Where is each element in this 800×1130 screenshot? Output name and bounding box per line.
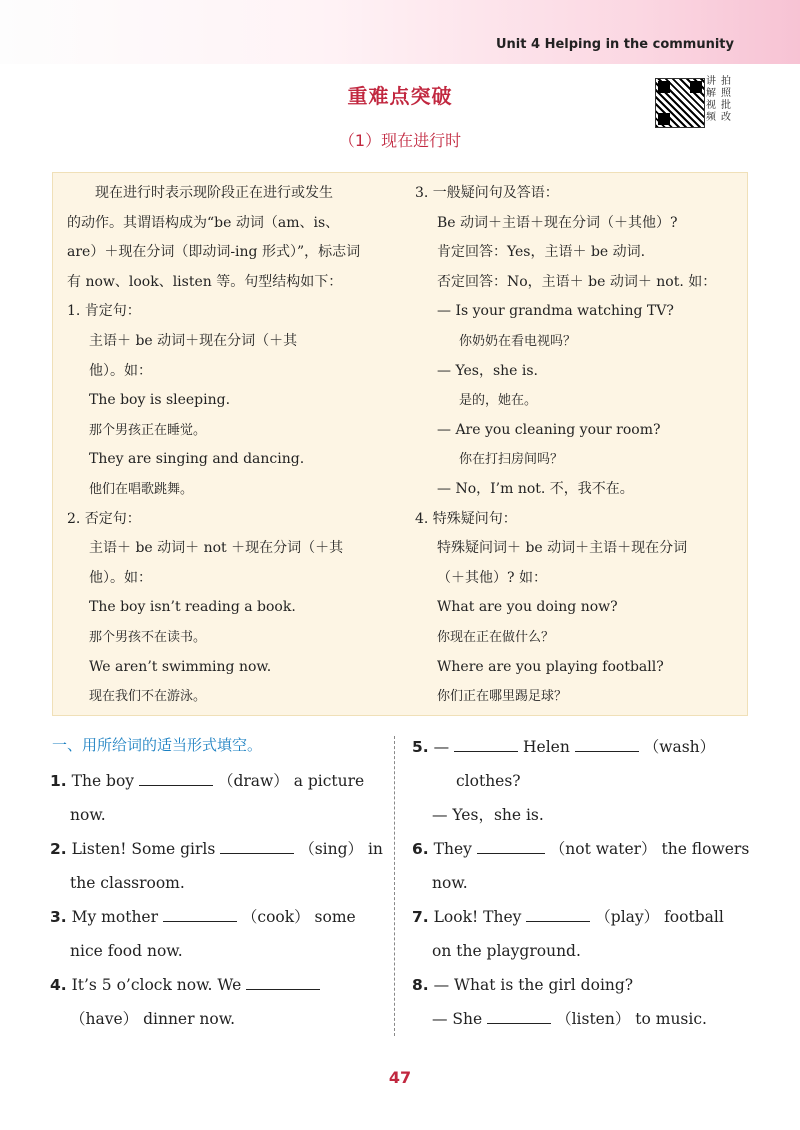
qr-label-char: 解 [706,88,716,99]
question-text: clothes? [456,772,521,790]
grammar-line: — Yes，she is. [437,362,538,379]
qr-label-char: 改 [721,112,731,123]
question-text: （play） football [595,908,724,926]
grammar-line: 你们正在哪里踢足球？ [437,689,568,705]
page-number: 47 [388,1068,412,1087]
page-title: 重难点突破 [347,84,453,108]
grammar-line: The boy isn’t reading a book. [89,599,296,616]
answer-blank[interactable] [487,1009,551,1024]
question-text: Listen! Some girls [71,840,216,858]
grammar-line: 是的，她在。 [459,393,538,409]
grammar-line: 你奶奶在看电视吗？ [459,333,577,349]
question-text: now. [432,874,468,892]
question-text: It’s 5 o’clock now. We [71,976,242,994]
grammar-left-column [67,179,387,712]
answer-blank[interactable] [526,907,590,922]
grammar-line: 主语＋ be 动词＋现在分词（＋其 [89,332,298,349]
question-text: （sing） in [299,840,383,858]
grammar-line: 现在进行时表示现阶段正在进行或发生 [67,185,333,201]
grammar-line: are）＋现在分词（即动词-ing 形式）”，标志词 [67,244,361,261]
grammar-line: — Are you cleaning your room? [437,421,661,438]
question-2 [50,832,386,900]
grammar-line: What are you doing now? [437,599,618,616]
qr-label-char: 批 [721,100,731,111]
answer-blank[interactable] [139,771,213,786]
grammar-line: 现在我们不在游泳。 [89,689,207,705]
question-text: They [433,840,472,858]
question-number: 4. [50,976,67,994]
grammar-line: 他）。如： [89,362,152,379]
question-number: 7. [412,908,429,926]
question-text: on the playground. [432,942,581,960]
question-number: 3. [50,908,67,926]
answer-blank[interactable] [454,737,518,752]
exercise-heading: 一、用所给词的适当形式填空。 [52,736,263,754]
question-number: 2. [50,840,67,858]
grammar-line: The boy is sleeping. [89,392,231,409]
qr-label-char: 拍 [721,76,731,87]
grammar-line: 1. 肯定句： [67,303,141,320]
answer-blank[interactable] [575,737,639,752]
question-text: — [433,738,450,756]
question-text: — Yes，she is. [432,806,544,824]
question-text: Helen [523,738,570,756]
grammar-line: Be 动词＋主语＋现在分词（＋其他）? [437,214,678,231]
answer-blank[interactable] [246,975,320,990]
question-3 [50,900,386,968]
grammar-line: 他们在唱歌跳舞。 [89,481,194,497]
grammar-line: We aren’t swimming now. [89,658,272,675]
grammar-line: — Is your grandma watching TV? [437,303,674,320]
grammar-line: 2. 否定句： [67,510,141,527]
question-text: （wash） [643,738,716,756]
qr-label-char: 讲 [706,76,716,87]
column-divider [394,736,395,1036]
qr-label-char: 视 [706,100,716,111]
grammar-line: 特殊疑问词＋ be 动词＋主语＋现在分词 [437,540,688,557]
answer-blank[interactable] [163,907,237,922]
question-text: the classroom. [70,874,185,892]
grammar-line: — No，I’m not. 不，我不在。 [437,480,634,497]
qr-label-char: 频 [706,112,716,123]
grammar-line: 你在打扫房间吗？ [459,452,564,468]
grammar-line: 那个男孩正在睡觉。 [89,422,207,438]
question-text: — What is the girl doing? [433,976,634,994]
grammar-line: 否定回答：No，主语＋ be 动词＋ not. 如： [437,273,717,290]
question-5 [412,730,752,832]
question-6 [412,832,752,900]
question-number: 1. [50,772,67,790]
question-7 [412,900,752,968]
qr-code-icon[interactable] [655,78,705,128]
question-number: 8. [412,976,429,994]
question-text: — She [432,1010,483,1028]
grammar-line: 你现在正在做什么？ [437,629,555,645]
question-text: now. [70,806,106,824]
question-8 [412,968,752,1036]
grammar-line: Where are you playing football? [437,658,664,675]
question-1 [50,764,386,832]
grammar-right-column [415,179,735,712]
question-text: （listen） to music. [556,1010,707,1028]
question-text: The boy [71,772,135,790]
grammar-line: 的动作。其谓语构成为“be 动词（am、is、 [67,214,340,231]
grammar-line: （＋其他）? 如： [437,569,547,586]
grammar-line: 肯定回答：Yes，主语＋ be 动词. [437,244,646,261]
grammar-box [52,172,748,716]
question-number: 5. [412,738,429,756]
question-4 [50,968,386,1036]
answer-blank[interactable] [477,839,545,854]
question-text: （cook） some [241,908,356,926]
question-text: （not water） the flowers [549,840,750,858]
question-text: Look! They [433,908,522,926]
question-number: 6. [412,840,429,858]
qr-label [706,76,736,124]
section-subtitle: （1）现在进行时 [338,131,462,150]
question-text: nice food now. [70,942,183,960]
grammar-line: They are singing and dancing. [89,451,305,468]
grammar-line: 那个男孩不在读书。 [89,629,207,645]
grammar-line: 3. 一般疑问句及答语： [415,185,559,201]
question-text: （draw） a picture [217,772,365,790]
question-text: My mother [71,908,159,926]
unit-title: Unit 4 Helping in the community [495,37,734,52]
grammar-line: 4. 特殊疑问句： [415,510,517,527]
grammar-line: 主语＋ be 动词＋ not ＋现在分词（＋其 [89,540,344,557]
header-band [0,0,800,64]
grammar-line: 他）。如： [89,569,152,586]
question-text: （have） dinner now. [70,1010,236,1028]
qr-label-char: 照 [721,88,731,99]
answer-blank[interactable] [220,839,294,854]
grammar-line: 有 now、look、listen 等。句型结构如下： [67,273,343,290]
